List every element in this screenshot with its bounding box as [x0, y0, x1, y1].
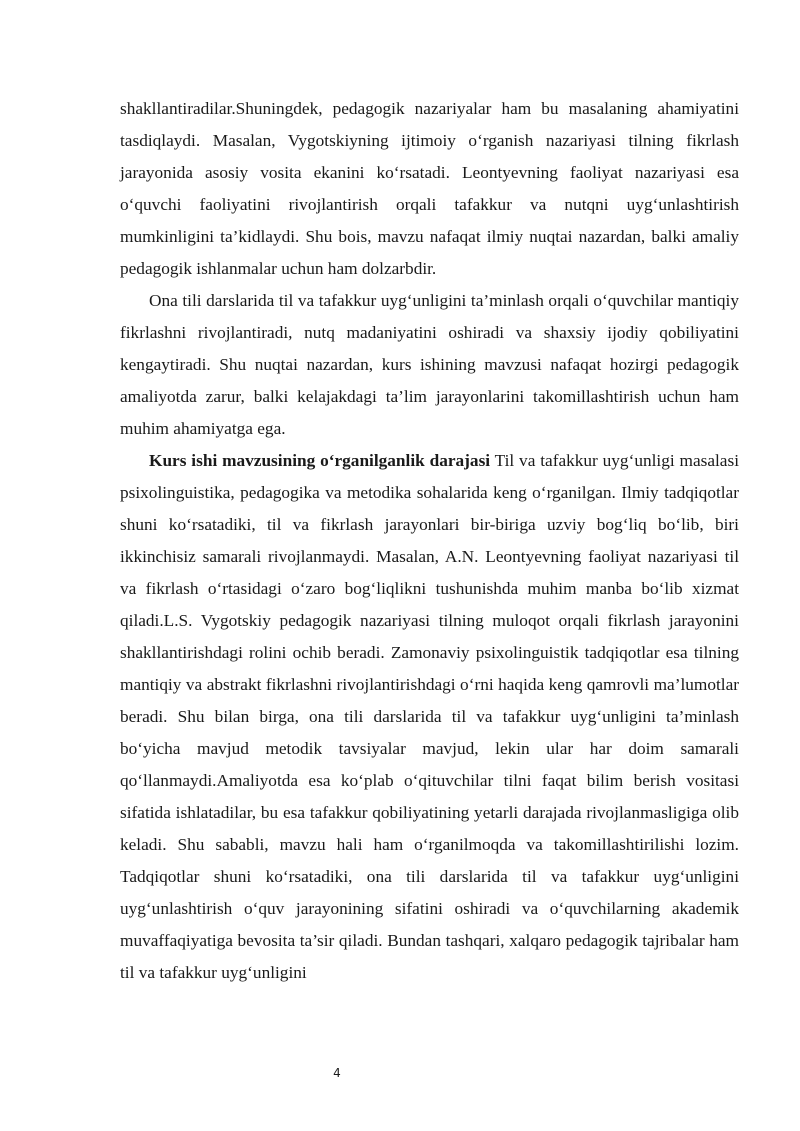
paragraph-study-degree — [120, 445, 739, 989]
page-number: 4 — [333, 1066, 341, 1080]
paragraph-importance: Ona tili darslarida til va tafakkur uyg‘unligini ta’minlash orqali o‘quvchilar mantiqiy fikrlashni rivojlantiradi, nutq madaniyatini oshiradi va shaxsiy ijodiy qobiliyatini kengaytiradi. Shu nuqtai nazardan, kurs ishining mavzusi nafaqat hozirgi pedagogik amaliyotda zarur, balki kelajakdagi ta’lim jarayonlarini takomillashtirish uchun ham muhim ahamiyatga ega. — [120, 291, 739, 438]
body-text — [120, 93, 739, 989]
paragraph-continuation: shakllantiradilar.Shuningdek, pedagogik nazariyalar ham bu masalaning ahamiyatini tasdiqlaydi. Masalan, Vygotskiyning ijtimoiy o‘rganish nazariyasi tilning fikrlash jarayonida asosiy vosita ekanini ko‘rsatadi. Leontyevning faoliyat nazariyasi esa o‘quvchi faoliyatini rivojlantirish orqali tafakkur va nutqni uyg‘unlashtirish mumkinligini ta’kidlaydi. Shu bois, mavzu nafaqat ilmiy nuqtai nazardan, balki amaliy pedagogik ishlanmalar uchun ham dolzarbdir. — [120, 99, 739, 278]
section-heading-inline: Kurs ishi mavzusining o‘rganilganlik darajasi — [149, 451, 491, 470]
paragraph-study-degree-text: Til va tafakkur uyg‘unligi masalasi psixolinguistika, pedagogika va metodika sohalarida keng o‘rganilgan. Ilmiy tadqiqotlar shuni ko‘rsatadiki, til va fikrlash jarayonlari bir-biriga uzviy bog‘liq bo‘lib, biri ikkinchisiz samarali rivojlanmaydi. Masalan, A.N. Leontyevning faoliyat nazariyasi til va fikrlash o‘rtasidagi o‘zaro bog‘liqlikni tushunishda muhim manba bo‘lib xizmat qiladi.L.S. Vygotskiy pedagogik nazariyasi tilning muloqot orqali fikrlash jarayonini shakllantirishdagi rolini ochib beradi. Zamonaviy psixolinguistik tadqiqotlar esa tilning mantiqiy va abstrakt fikrlashni rivojlantirishdagi o‘rni haqida keng qamrovli ma’lumotlar beradi. Shu bilan birga, ona tili darslarida til va tafakkur uyg‘unligini ta’minlash bo‘yicha mavjud metodik tavsiyalar mavjud, lekin ular har doim samarali qo‘llanmaydi.Amaliyotda esa ko‘plab o‘qituvchilar tilni faqat bilim berish vositasi sifatida ishlatadilar, bu esa tafakkur qobiliyatining yetarli darajada rivojlanmasligiga olib keladi. Shu sababli, mavzu hali ham o‘rganilmoqda va takomillashtirilishi lozim. Tadqiqotlar shuni ko‘rsatadiki, ona tili darslarida til va tafakkur uyg‘unligini uyg‘unlashtirish o‘quv jarayonining sifatini oshiradi va o‘quvchilarning akademik muvaffaqiyatiga bevosita ta’sir qiladi. Bundan tashqari, xalqaro pedagogik tajribalar ham til va tafakkur uyg‘unligini — [120, 451, 740, 982]
